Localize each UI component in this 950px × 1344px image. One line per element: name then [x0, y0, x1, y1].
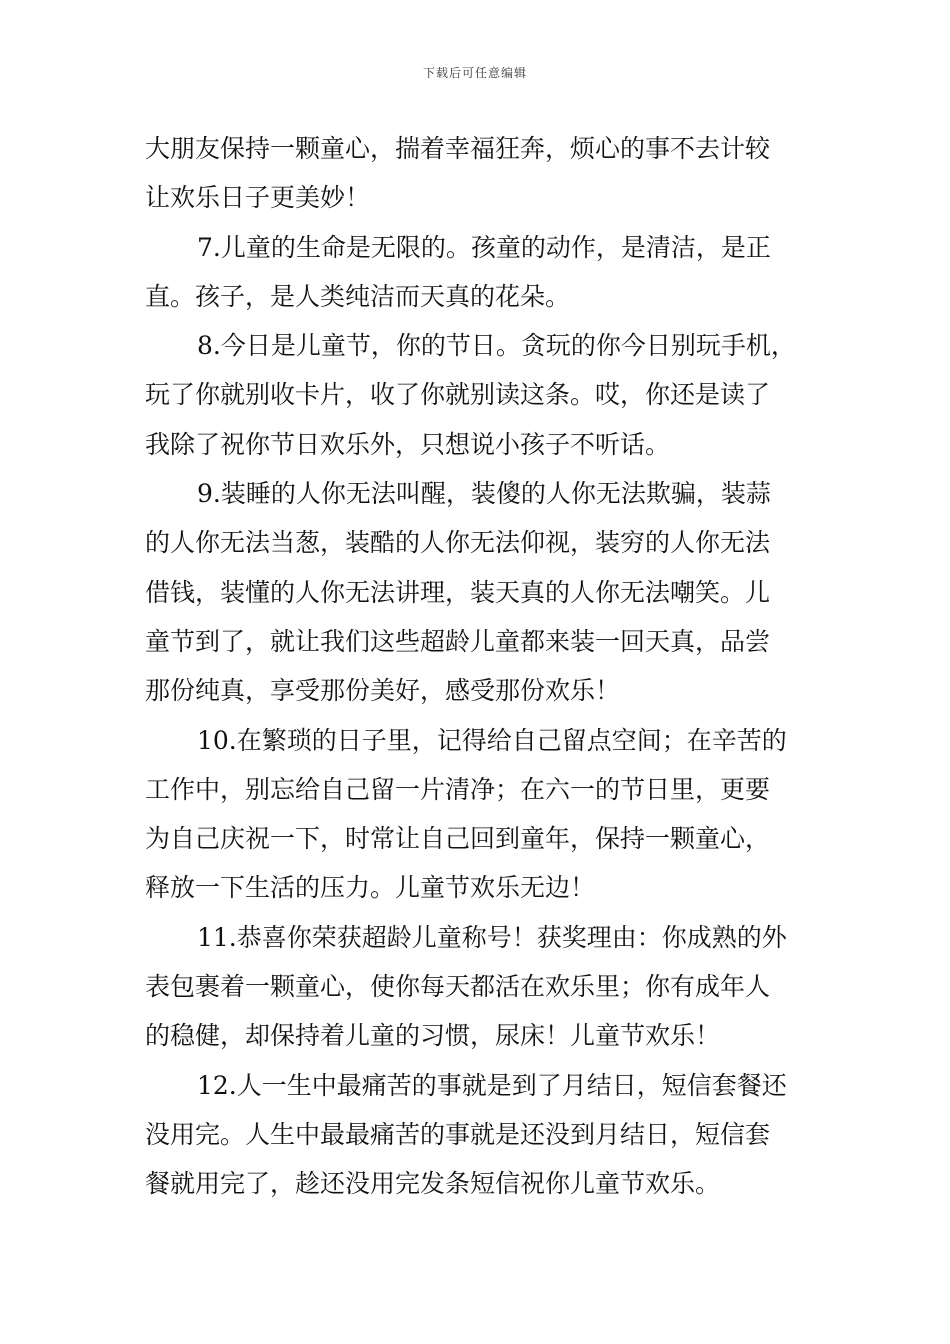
text-line: 释放一下生活的压力。儿童节欢乐无边！ [145, 873, 596, 903]
text-line: 直。孩子，是人类纯洁而天真的花朵。 [145, 281, 571, 311]
text-line: 12.人一生中最痛苦的事就是到了月结日，短信套餐还 [197, 1070, 787, 1100]
text-line: 没用完。人生中最最痛苦的事就是还没到月结日，短信套 [145, 1119, 771, 1149]
text-line: 餐就用完了，趁还没用完发条短信祝你儿童节欢乐。 [145, 1169, 721, 1199]
text-line: 借钱，装懂的人你无法讲理，装天真的人你无法嘲笑。儿 [145, 577, 771, 607]
text-line: 11.恭喜你荣获超龄儿童称号！获奖理由：你成熟的外 [197, 922, 787, 952]
text-line: 工作中，别忘给自己留一片清净；在六一的节日里，更要 [145, 774, 771, 804]
text-line: 7.儿童的生命是无限的。孩童的动作，是清洁，是正 [197, 232, 771, 262]
text-line: 大朋友保持一颗童心，揣着幸福狂奔，烦心的事不去计较 [145, 134, 771, 163]
text-line: 让欢乐日子更美妙！ [145, 183, 371, 213]
text-line: 的稳健，却保持着儿童的习惯，尿床！儿童节欢乐！ [145, 1021, 721, 1051]
page-header: 下载后可任意编辑 [422, 66, 527, 80]
text-line: 玩了你就别收卡片，收了你就别读这条。哎，你还是读了 [145, 380, 771, 410]
text-line: 我除了祝你节日欢乐外，只想说小孩子不听话。 [145, 429, 671, 459]
text-line: 那份纯真，享受那份美好，感受那份欢乐！ [145, 676, 621, 706]
text-line: 的人你无法当葱，装酷的人你无法仰视，装穷的人你无法 [145, 528, 771, 558]
document-body [145, 124, 810, 1209]
text-line: 9.装睡的人你无法叫醒，装傻的人你无法欺骗，装蒜 [197, 479, 771, 509]
text-line: 10.在繁琐的日子里，记得给自己留点空间；在辛苦的 [197, 725, 787, 755]
text-line: 为自己庆祝一下，时常让自己回到童年，保持一颗童心， [145, 824, 771, 854]
text-line: 表包裹着一颗童心，使你每天都活在欢乐里；你有成年人 [145, 972, 771, 1002]
text-line: 童节到了，就让我们这些超龄儿童都来装一回天真，品尝 [145, 626, 771, 656]
text-line: 8.今日是儿童节，你的节日。贪玩的你今日别玩手机， [197, 331, 796, 361]
